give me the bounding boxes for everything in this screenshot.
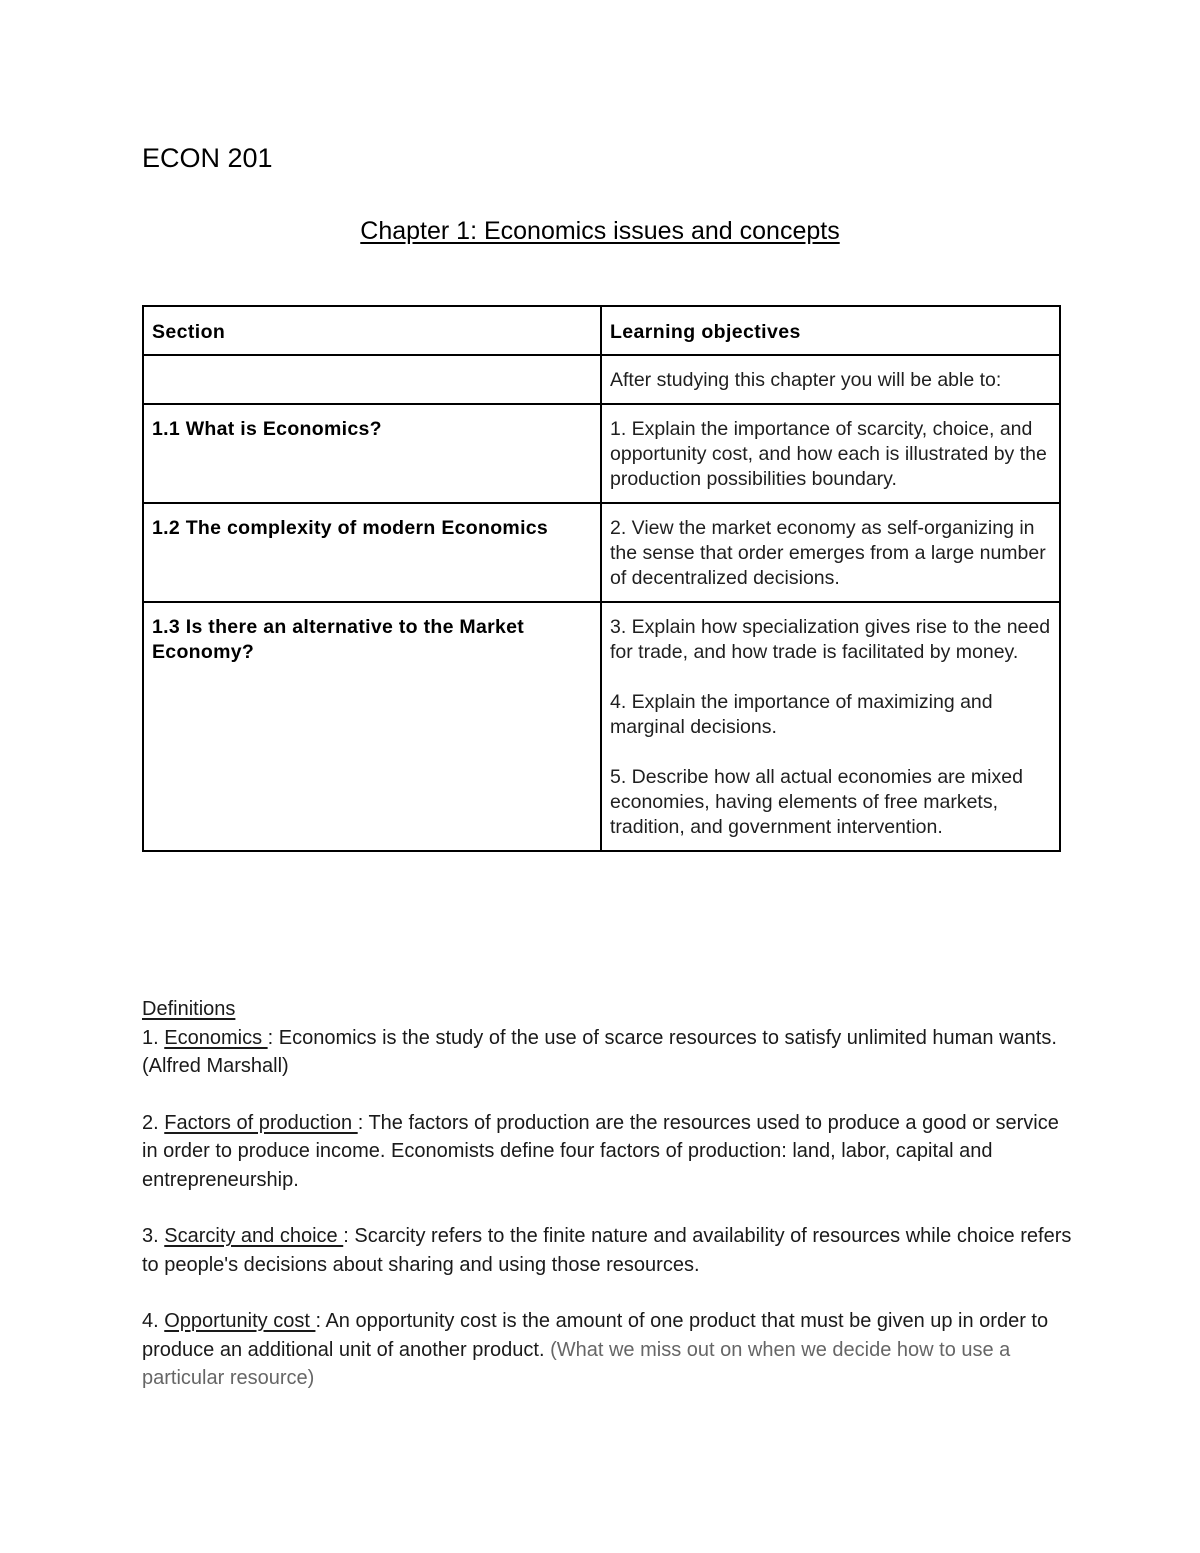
section-cell: 1.1 What is Economics? [143, 404, 601, 503]
objectives-cell [601, 503, 1060, 602]
learning-objectives-table [142, 305, 1061, 852]
objective-item: 2. View the market economy as self-organizing in the sense that order emerges from a large number of decentralized decisions. [610, 517, 1046, 589]
definition-number: 2. [142, 1111, 159, 1134]
definitions-section [142, 995, 1072, 1393]
objectives-cell [601, 404, 1060, 503]
table-row [143, 602, 1060, 851]
section-cell [143, 355, 601, 404]
definition-text: Economics is the study of the use of scarce resources to satisfy unlimited human wants. (Alfred Marshall) [142, 1026, 1057, 1077]
table-header-row [143, 306, 1060, 355]
definition-term: Scarcity and choice [164, 1225, 344, 1247]
chapter-title: Chapter 1: Economics issues and concepts [360, 217, 840, 245]
definition-term: Factors of production [164, 1111, 358, 1134]
objective-item: 4. Explain the importance of maximizing and marginal decisions. [610, 691, 993, 738]
definition-text: Scarcity refers to the finite nature and availability of resources while choice refers to people's decisions about sharing and using those resources. [142, 1225, 1072, 1276]
section-column-header: Section [143, 306, 601, 355]
definition-separator: : [267, 1026, 274, 1049]
table-row [143, 503, 1060, 602]
definition-number: 1. [142, 1026, 159, 1049]
course-code: ECON 201 [142, 143, 273, 173]
definition-aside: (What we miss out on when we decide how to use a particular resource) [142, 1338, 1011, 1389]
objectives-intro-cell: After studying this chapter you will be able to: [601, 355, 1060, 404]
definition-item [142, 1222, 1072, 1279]
definition-number: 3. [142, 1225, 159, 1247]
objectives-column-header: Learning objectives [601, 306, 1060, 355]
definition-text: The factors of production are the resources used to produce a good or service in order to produce income. Economists define four factors of production: land, labor, capital and entrepreneurship. [142, 1111, 1059, 1191]
table-row [143, 404, 1060, 503]
definitions-heading: Definitions [142, 998, 236, 1020]
definition-item [142, 1307, 1072, 1393]
objective-item: 1. Explain the importance of scarcity, choice, and opportunity cost, and how each is illustrated by the production possibilities boundary. [610, 418, 1047, 490]
definition-item [142, 1109, 1072, 1195]
definition-text: An opportunity cost is the amount of one product that must be given up in order to produce an additional unit of another product. [142, 1310, 1049, 1361]
definition-separator: : [343, 1225, 349, 1247]
definition-separator: : [357, 1111, 364, 1134]
definition-term: Opportunity cost [164, 1310, 316, 1332]
section-cell: 1.2 The complexity of modern Economics [143, 503, 601, 602]
definition-separator: : [315, 1310, 321, 1332]
objectives-cell [601, 602, 1060, 851]
objective-item: 3. Explain how specialization gives rise to the need for trade, and how trade is facilitated by money. [610, 616, 1051, 663]
definition-term: Economics [164, 1026, 268, 1049]
definition-item [142, 1024, 1072, 1081]
table-row [143, 355, 1060, 404]
section-cell: 1.3 Is there an alternative to the Market Economy? [143, 602, 601, 851]
definition-number: 4. [142, 1310, 159, 1332]
objective-item: 5. Describe how all actual economies are mixed economies, having elements of free markets, tradition, and government intervention. [610, 766, 1023, 838]
